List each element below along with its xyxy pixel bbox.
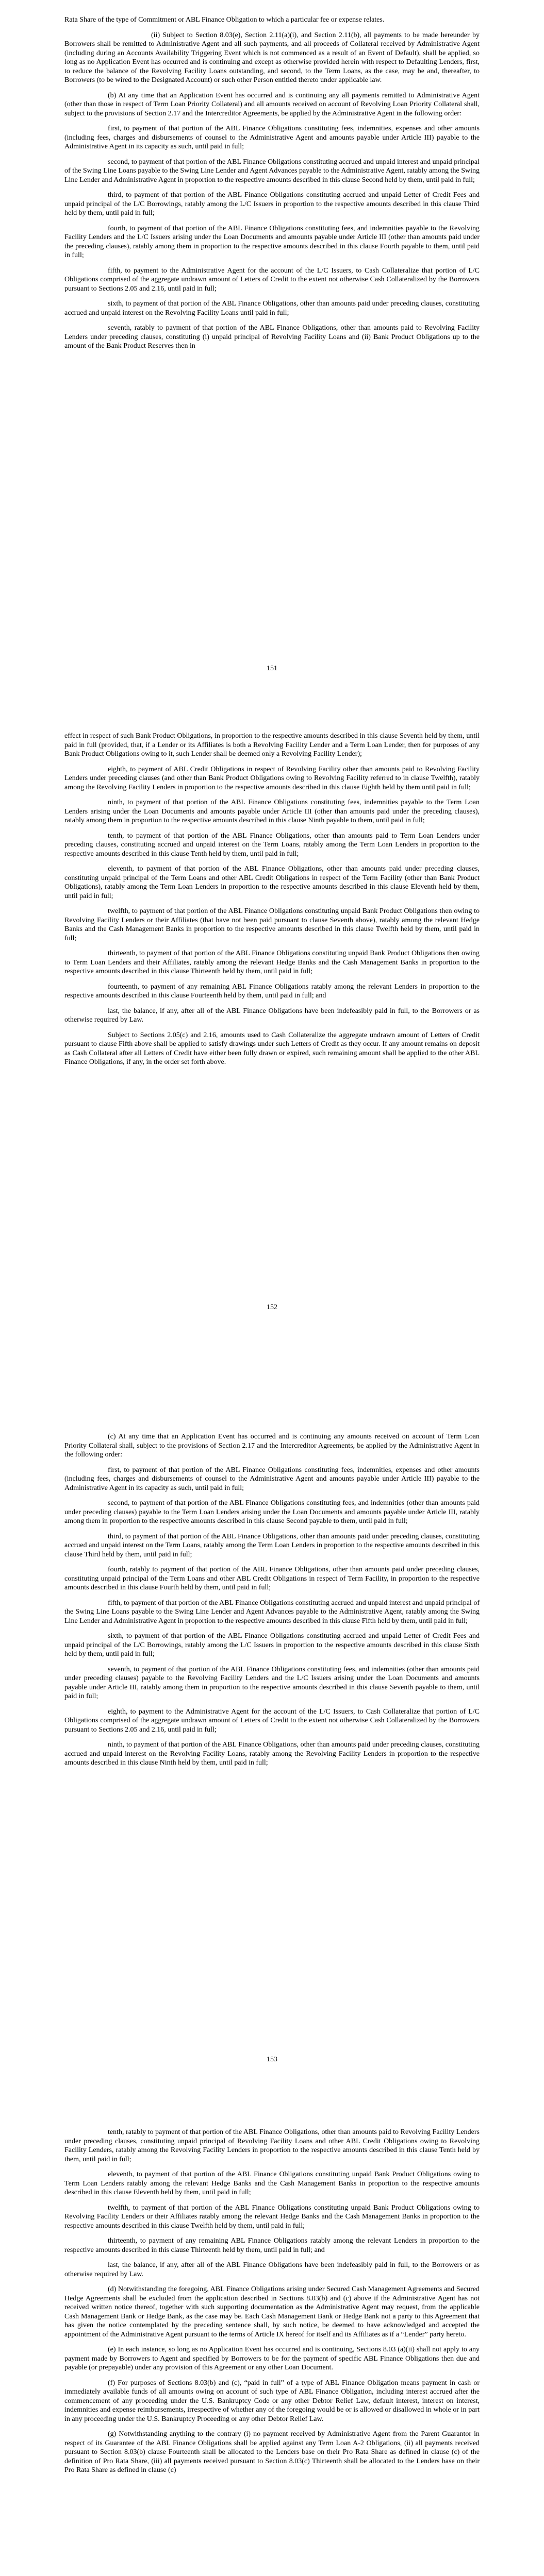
paragraph: fifth, to payment of that portion of the ABL Finance Obligations constituting accrued and unpaid interest and unpaid principal of the Swing Line Loans payable to the Swing Line Lender and Agent Advances payable to the Administrative Agent, ratably among the Swing Line Lender and Administrative Agent in proportion to the respective amounts described in this clause Fifth held by them, until paid in full;: [64, 1599, 480, 1625]
paragraph: eighth, to payment of ABL Credit Obligations in respect of Revolving Facility other than amounts paid to Revolving Facility Lenders under preceding clauses (and other than Bank Product Obligations owing to Revolving Facility referred to in clause Twelfth), ratably among the Revolving Facility Lenders in proportion to the respective amounts described in this clause Eighth held by them until paid in full;: [64, 765, 480, 791]
paragraph: fourth, ratably to payment of that portion of the ABL Finance Obligations, other than amounts paid under preceding clauses, constituting unpaid principal of the Term Loans and other ABL Credit Obligations in respect of Term Facility, in proportion to the respective amounts described in this clause Fourth held by them, until paid in full;: [64, 1566, 480, 1591]
paragraph: Subject to Sections 2.05(c) and 2.16, amounts used to Cash Collateralize the aggregate undrawn amount of Letters of Credit pursuant to clause Fifth above shall be applied to satisfy drawings under such Letters of Credit as they occur. If any amount remains on deposit as Cash Collateral after all Letters of Credit have either been fully drawn or expired, such remaining amount shall be applied to the other ABL Finance Obligations, if any, in the order set forth above.: [64, 1031, 480, 1066]
page-body: [64, 732, 480, 1073]
paragraph: first, to payment of that portion of the ABL Finance Obligations constituting fees, indemnities, expenses and other amounts (including fees, charges and disbursements of counsel to the Administrative Agent and amounts payable under Article III) payable to the Administrative Agent in its capacity as such, until paid in full;: [64, 1466, 480, 1492]
page-body: [64, 15, 480, 357]
paragraph: (f) For purposes of Sections 8.03(b) and (c), “paid in full” of a type of ABL Finance Obligation means payment in cash or immediately available funds of all amounts owing on account of such type of ABL Finance Obligation, including interest accrued after the commencement of any proceeding under the U.S. Bankruptcy Code or any other Debtor Relief Law, default interest, interest on interest, indemnities and expense reimbursements, irrespective of whether any of the foregoing would be or is allowed or disallowed in whole or in part in any proceeding under the U.S. Bankruptcy Proceeding or any other Debtor Relief Law.: [64, 2379, 480, 2423]
paragraph: tenth, to payment of that portion of the ABL Finance Obligations, other than amounts paid to Term Loan Lenders under preceding clauses, constituting accrued and unpaid interest on the Term Loans, ratably among the Term Loan Lenders in proportion to the respective amounts described in this clause Tenth held by them, until paid in full;: [64, 832, 480, 858]
paragraph: ninth, to payment of that portion of the ABL Finance Obligations, other than amounts paid under preceding clauses, constituting accrued and unpaid interest on the Revolving Facility Loans, ratably among the Revolving Facility Lenders in proportion to the respective amounts described in this clause Ninth held by them, until paid in full;: [64, 1741, 480, 1767]
document-page-151: [0, 0, 544, 703]
paragraph: second, to payment of that portion of the ABL Finance Obligations constituting fees, and indemnities (other than amounts paid under preceding clauses) payable to the Term Loan Lenders arising under the Loan Documents and amounts payable under Article III, ratably among them in proportion to the respective amounts described in this clause Second payable to them, until paid in full;: [64, 1499, 480, 1525]
page-number: 152: [267, 1303, 277, 1311]
paragraph: twelfth, to payment of that portion of the ABL Finance Obligations constituting unpaid Bank Product Obligations then owing to Revolving Facility Lenders or their Affiliates (that have not been paid pursuant to clause Seventh above), ratably among the relevant Hedge Banks and the Cash Management Banks in proportion to the respective amounts described in this clause Twelfth held by them, until paid in full;: [64, 907, 480, 942]
paragraph: fourth, to payment of that portion of the ABL Finance Obligations constituting fees, and indemnities payable to the Revolving Facility Lenders and the L/C Issuers arising under the Loan Documents and amounts payable under Article III (other than amounts paid under the preceding clauses), ratably among them in proportion to the respective amounts described in this clause Fourth payable to them, until paid in full;: [64, 224, 480, 259]
paragraph: eleventh, to payment of that portion of the ABL Finance Obligations constituting unpaid Bank Product Obligations owing to Term Loan Lenders ratably among the relevant Hedge Banks and the Cash Management Banks in proportion to the respective amounts described in this clause Eleventh held by them, until paid in full;: [64, 2171, 480, 2196]
page-body: [64, 2128, 480, 2481]
paragraph: thirteenth, to payment of that portion of the ABL Finance Obligations constituting unpaid Bank Product Obligations then owing to Term Loan Lenders and their Affiliates, ratably among the relevant Hedge Banks and the Cash Management Banks in proportion to the respective amounts described in this clause Thirteenth held by them, until paid in full;: [64, 950, 480, 975]
paragraph: fourteenth, to payment of any remaining ABL Finance Obligations ratably among the relevant Lenders in proportion to the respective amounts described in this clause Fourteenth held by them, until paid in full; and: [64, 982, 480, 999]
paragraph: eleventh, to payment of that portion of the ABL Finance Obligations, other than amounts paid under preceding clauses, constituting unpaid principal of the Term Loans and other ABL Credit Obligations in respect of the Term Facility (other than Bank Product Obligations), ratably among the Term Loan Lenders in proportion to the respective amounts described in this clause Eleventh held by them, until paid in full;: [64, 865, 480, 900]
document-page-152: [0, 703, 544, 1406]
paragraph: last, the balance, if any, after all of the ABL Finance Obligations have been indefeasibly paid in full, to the Borrowers or as otherwise required by Law.: [64, 1007, 480, 1024]
page-number: 153: [267, 2056, 277, 2063]
paragraph: first, to payment of that portion of the ABL Finance Obligations constituting fees, indemnities, expenses and other amounts (including fees, charges and disbursements of counsel to the Administrative Agent and amounts payable under Article III) payable to the Administrative Agent in its capacity as such, until paid in full;: [64, 125, 480, 150]
paragraph: (b) At any time that an Application Event has occurred and is continuing any all payments remitted to Administrative Agent (other than those in respect of Term Loan Priority Collateral) and all amounts received on account of Revolving Loan Priority Collateral shall, subject to the provisions of Section 2.17 and the Intercreditor Agreements, be applied by the Administrative Agent in the following order:: [64, 91, 480, 117]
paragraph: third, to payment of that portion of the ABL Finance Obligations, other than amounts paid under preceding clauses, constituting accrued and unpaid interest on the Term Loans, ratably among the Term Loan Lenders in proportion to the respective amounts described in this clause Third held by them, until paid in full;: [64, 1532, 480, 1558]
paragraph: effect in respect of such Bank Product Obligations, in proportion to the respective amounts described in this clause Seventh held by them, until paid in full (provided, that, if a Lender or its Affiliates is both a Revolving Facility Lender and a Term Loan Lender, then for purposes of any Bank Product Obligations owing to it, such Lender shall be deemed only a Revolving Facility Lender);: [64, 732, 480, 758]
paragraph: Rata Share of the type of Commitment or ABL Finance Obligation to which a particular fee or expense relates.: [64, 16, 385, 24]
paragraph: twelfth, to payment of that portion of the ABL Finance Obligations constituting unpaid Bank Product Obligations owing to Revolving Facility Lenders or their Affiliates ratably among the relevant Hedge Banks and the Cash Management Banks in proportion to the respective amounts described in this clause Twelfth held by them, until paid in full;: [64, 2204, 480, 2230]
paragraph: seventh, ratably to payment of that portion of the ABL Finance Obligations, other than amounts paid to Revolving Facility Lenders under preceding clauses, constituting (i) unpaid principal of Revolving Facility Loans and (ii) Bank Product Obligations up to the amount of the Bank Product Reserves then in: [64, 324, 480, 350]
paragraph: sixth, to payment of that portion of the ABL Finance Obligations constituting accrued and unpaid Letter of Credit Fees and unpaid principal of the L/C Borrowings, ratably among the L/C Issuers in proportion to the respective amounts described in this clause Sixth held by them, until paid in full;: [64, 1632, 480, 1658]
paragraph: tenth, ratably to payment of that portion of the ABL Finance Obligations, other than amounts paid to Revolving Facility Lenders under preceding clauses, constituting unpaid principal of Revolving Facility Loans and other ABL Credit Obligations owing to Revolving Facility Lenders, ratably among the Revolving Facility Lenders in proportion to the respective amounts described in this clause Tenth held by them, until paid in full;: [64, 2128, 480, 2163]
paragraph: sixth, to payment of that portion of the ABL Finance Obligations, other than amounts paid under preceding clauses, constituting accrued and unpaid interest on the Revolving Facility Loans until paid in full;: [64, 300, 480, 317]
paragraph: last, the balance, if any, after all of the ABL Finance Obligations have been indefeasibly paid in full, to the Borrowers or as otherwise required by Law.: [64, 2261, 480, 2278]
paragraph: seventh, to payment of that portion of the ABL Finance Obligations constituting fees, and indemnities (other than amounts paid under preceding clauses) payable to the Revolving Facility Lenders and the L/C Issuers arising under the Loan Documents and amounts payable under Article III, ratably among them in proportion to the respective amounts described in this clause Seventh payable to them, until paid in full;: [64, 1665, 480, 1700]
paragraph: (g) Notwithstanding anything to the contrary (i) no payment received by Administrative Agent from the Parent Guarantor in respect of its Guarantee of the ABL Finance Obligations shall be applied against any Term Loan A-2 Obligations, (ii) all payments received pursuant to Section 8.03(b) clause Fourteenth shall be allocated to the Lenders base on their Pro Rata Share as defined in clause (c) of the definition of Pro Rata Share, (iii) all payments received pursuant to Section 8.03(c) Thirteenth shall be allocated to the Lenders base on their Pro Rata Share as defined in clause (c): [64, 2430, 480, 2474]
paragraph: (e) In each instance, so long as no Application Event has occurred and is continuing, Sections 8.03 (a)(ii) shall not apply to any payment made by Borrowers to Agent and specified by Borrowers to be for the payment of specific ABL Finance Obligations then due and payable (or prepayable) under any provision of this Agreement or any other Loan Document.: [64, 2346, 480, 2371]
paragraph: (c) At any time that an Application Event has occurred and is continuing any amounts received on account of Term Loan Priority Collateral shall, subject to the provisions of Section 2.17 and the Intercreditor Agreements, be applied by the Administrative Agent in the following order:: [64, 1433, 480, 1459]
page-number: 151: [267, 665, 277, 672]
paragraph: eighth, to payment to the Administrative Agent for the account of the L/C Issuers, to Cash Collateralize that portion of L/C Obligations comprised of the aggregate undrawn amount of Letters of Credit to the extent not otherwise Cash Collateralized by the Borrowers pursuant to Sections 2.05 and 2.16, until paid in full;: [64, 1707, 480, 1734]
paragraph: (d) Notwithstanding the foregoing, ABL Finance Obligations arising under Secured Cash Management Agreements and Secured Hedge Agreements shall be excluded from the application described in Sections 8.03(b) and (c) above if the Administrative Agent has not received written notice thereof, together with such supporting documentation as the Administrative Agent may request, from the applicable Cash Management Bank or Hedge Bank, as the case may be. Each Cash Management Bank or Hedge Bank not a party to this Agreement that has given the notice contemplated by the preceding sentence shall, by such notice, be deemed to have acknowledged and accepted the appointment of the Administrative Agent pursuant to the terms of Article IX hereof for itself and its Affiliates as if a “Lender” party hereto.: [64, 2285, 480, 2338]
paragraph: (ii) Subject to Section 8.03(e), Section 2.11(a)(i), and Section 2.11(b), all payments to be made hereunder by Borrowers shall be remitted to Administrative Agent and all such payments, and all proceeds of Collateral received by Administrative Agent (including during an Accounts Availability Triggering Event which is not commenced as a result of an Event of Default), shall be applied, so long as no Application Event has occurred and is continuing and except as otherwise provided herein with respect to Defaulting Lenders, first, to reduce the balance of the Revolving Facility Loans outstanding, and second, to the Term Loans, as the case, may be and, thereafter, to Borrowers (to be wired to the Designated Account) or such other Person entitled thereto under applicable law.: [64, 31, 480, 84]
document-page-153: [0, 1406, 544, 2110]
paragraph: second, to payment of that portion of the ABL Finance Obligations constituting accrued and unpaid interest and unpaid principal of the Swing Line Loans payable to the Swing Line Lender and Agent Advances payable to the Administrative Agent, ratably among the Swing Line Lender and Administrative Agent in proportion to the respective amounts described in this clause Second held by them, until paid in full;: [64, 158, 480, 184]
document-page-154: [0, 2110, 544, 2576]
paragraph: ninth, to payment of that portion of the ABL Finance Obligations constituting fees, indemnities payable to the Term Loan Lenders arising under the Loan Documents and amounts payable under Article III (other than amounts paid under the preceding clauses), ratably among them in proportion to the respective amounts described in this clause Ninth payable to them, until paid in full;: [64, 799, 480, 824]
page-body: [64, 1432, 480, 1774]
paragraph: third, to payment of that portion of the ABL Finance Obligations constituting accrued and unpaid Letter of Credit Fees and unpaid principal of the L/C Borrowings, ratably among the L/C Issuers in proportion to the respective amounts described in this clause Third held by them, until paid in full;: [64, 191, 480, 217]
paragraph: thirteenth, to payment of any remaining ABL Finance Obligations ratably among the relevant Lenders in proportion to the respective amounts described in this clause Thirteenth held by them, until paid in full; and: [64, 2237, 480, 2254]
paragraph: fifth, to payment to the Administrative Agent for the account of the L/C Issuers, to Cash Collateralize that portion of L/C Obligations comprised of the aggregate undrawn amount of Letters of Credit to the extent not otherwise Cash Collateralized by the Borrowers pursuant to Sections 2.05 and 2.16, until paid in full;: [64, 266, 480, 293]
